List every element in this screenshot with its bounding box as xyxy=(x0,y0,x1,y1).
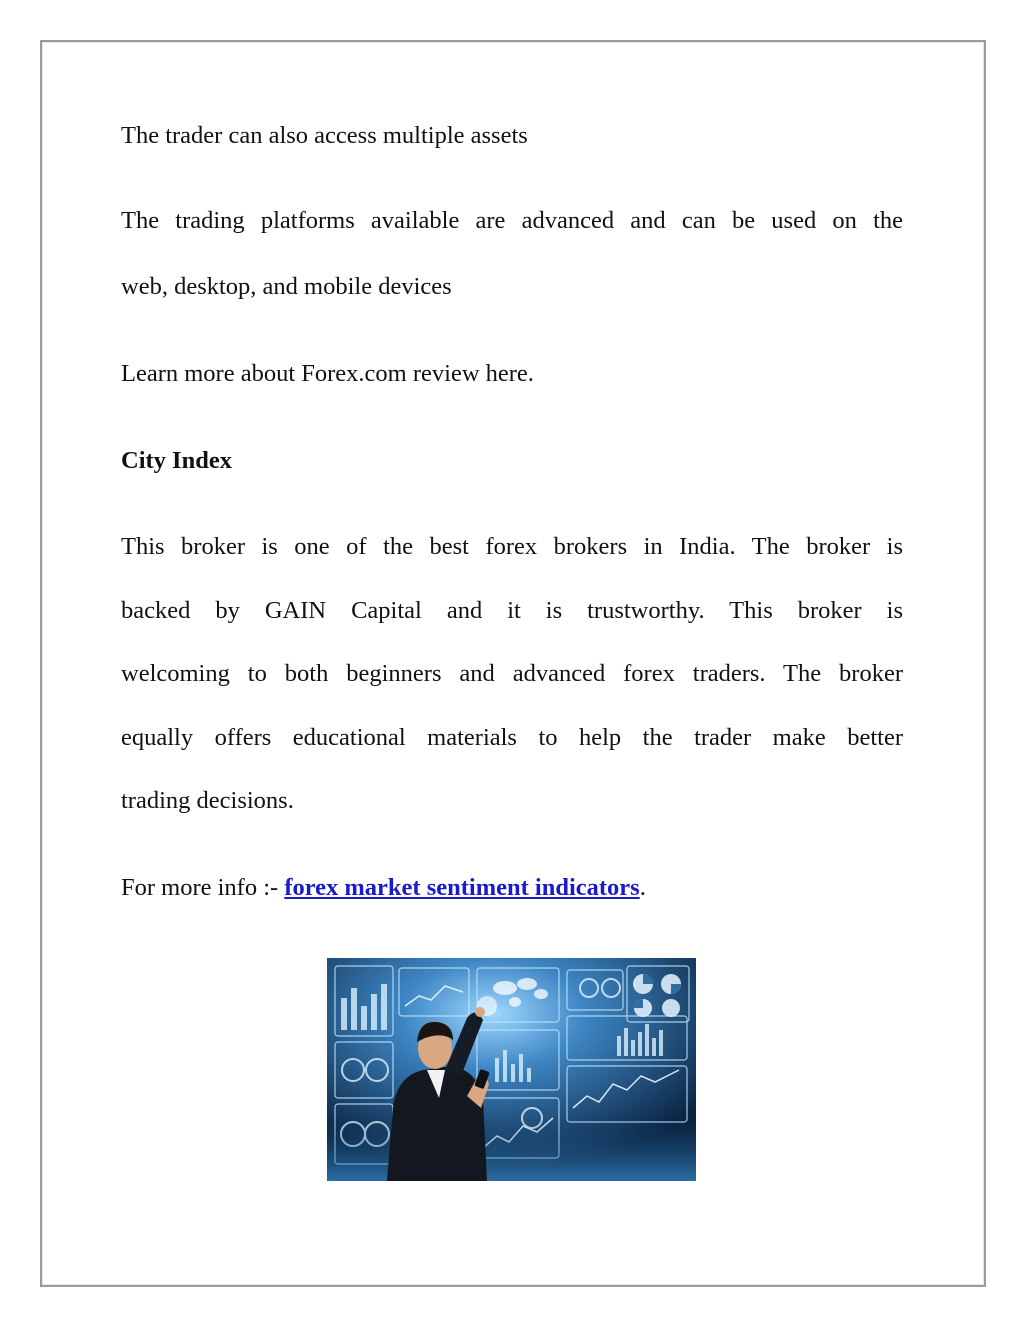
paragraph-assets: The trader can also access multiple assets xyxy=(121,122,528,149)
paragraph-line: web, desktop, and mobile devices xyxy=(121,273,452,300)
paragraph-platforms xyxy=(121,207,903,301)
paragraph-line: The trading platforms available are advanced and can be used on the xyxy=(121,207,903,234)
paragraph-line: equally offers educational materials to help the trader make better xyxy=(121,723,903,751)
paragraph-more-info xyxy=(121,874,646,902)
sentiment-indicators-link[interactable]: forex market sentiment indicators xyxy=(284,874,640,901)
paragraph-line: backed by GAIN Capital and it is trustworthy. This broker is xyxy=(121,596,903,624)
paragraph-line: This broker is one of the best forex brokers in India. The broker is xyxy=(121,533,903,560)
paragraph-line: trading decisions. xyxy=(121,787,294,814)
more-info-prefix: For more info :- xyxy=(121,874,285,901)
paragraph-learn-more: Learn more about Forex.com review here. xyxy=(121,360,534,387)
more-info-suffix: . xyxy=(639,874,646,901)
paragraph-city-index xyxy=(121,533,903,851)
section-heading: City Index xyxy=(121,447,232,474)
paragraph-line: welcoming to both beginners and advanced forex traders. The broker xyxy=(121,660,903,687)
trader-dashboard-image xyxy=(327,958,696,1181)
